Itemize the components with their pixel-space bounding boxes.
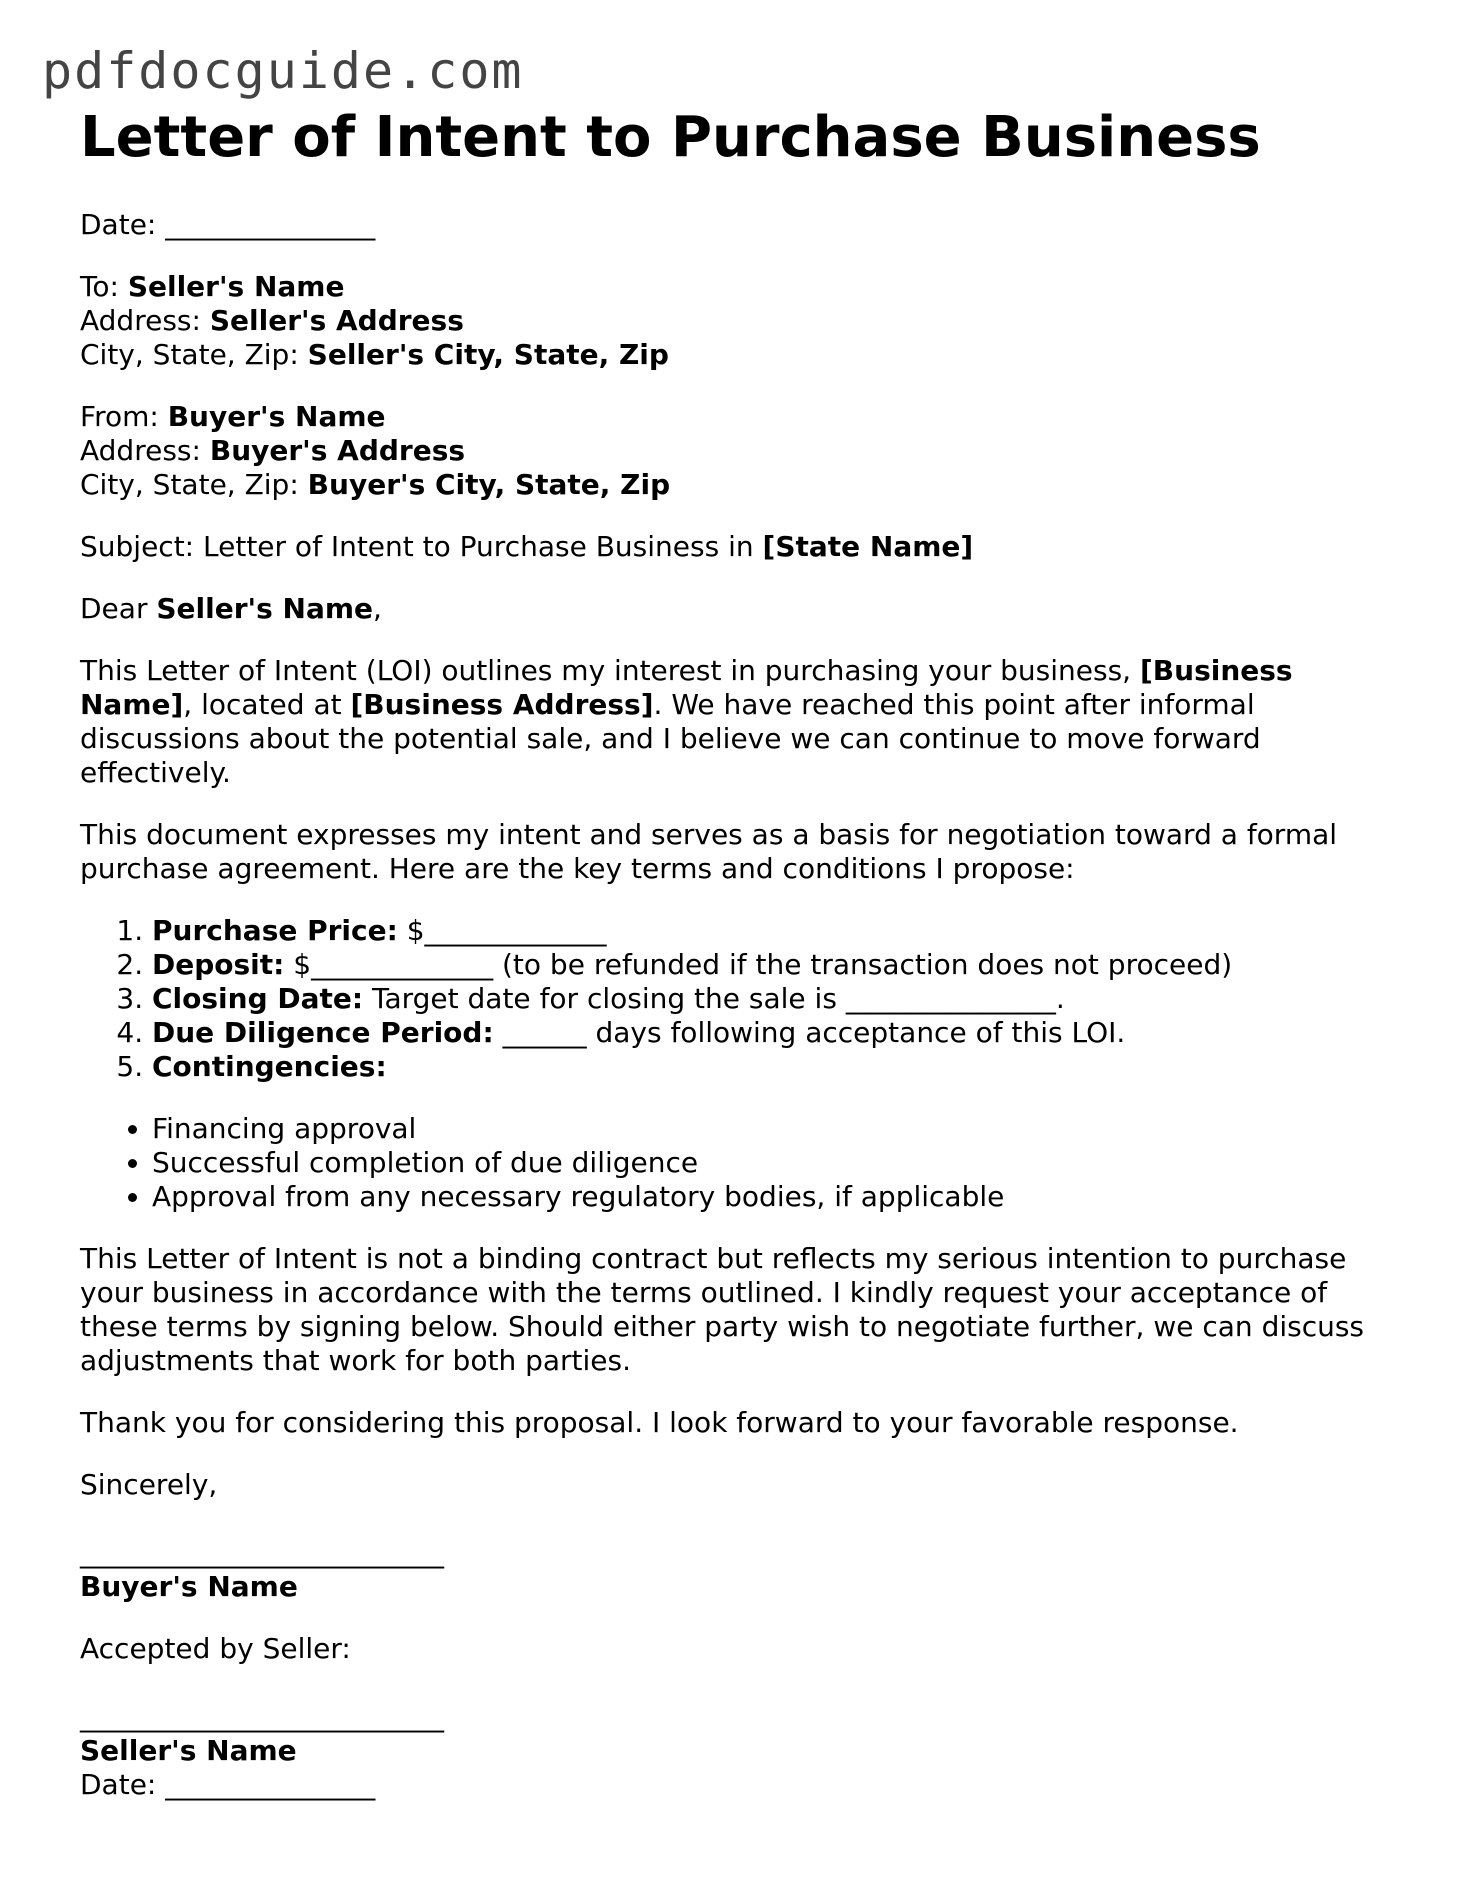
seller-name: Seller's Name: [127, 270, 345, 303]
to-city-line: City, State, Zip: Seller's City, State, Zip: [80, 338, 669, 371]
salutation: Dear Seller's Name,: [80, 592, 382, 625]
terms-list: [80, 914, 1400, 1084]
from-city-line: City, State, Zip: Buyer's City, State, Zip: [80, 468, 671, 501]
business-address: [Business Address]: [350, 688, 654, 721]
list-item: • Financing approval: [152, 1112, 1400, 1146]
contingencies-list: [80, 1112, 1400, 1214]
state-name: [State Name]: [762, 530, 974, 563]
site-watermark: pdfdocguide.com: [42, 42, 524, 100]
closing-text: Sincerely,: [80, 1468, 218, 1501]
term-due-diligence: 4. Due Diligence Period: ______ days following acceptance of this LOI.: [152, 1016, 1400, 1050]
thanks-paragraph: Thank you for considering this proposal. I look forward to your favorable response.: [80, 1406, 1239, 1439]
list-item: • Approval from any necessary regulatory bodies, if applicable: [152, 1180, 1400, 1214]
to-address-line: Address: Seller's Address: [80, 304, 464, 337]
date-line: Date: _______________: [80, 208, 376, 241]
page-title: Letter of Intent to Purchase Business: [80, 105, 1261, 170]
seller-city: Seller's City, State, Zip: [307, 338, 669, 371]
buyer-city: Buyer's City, State, Zip: [307, 468, 671, 501]
date-blank: _______________: [165, 208, 376, 241]
buyer-address: Buyer's Address: [209, 434, 466, 467]
list-item: • Successful completion of due diligence: [152, 1146, 1400, 1180]
term-deposit: 2. Deposit: $_____________ (to be refunded if the transaction does not proceed): [152, 948, 1400, 982]
disclaimer-paragraph: This Letter of Intent is not a binding contract but reflects my serious intention to purchase your business in accordance with the terms outlined. I kindly request your acceptance of these terms by signing below. Should either party wish to negotiate further, we can discuss adjustments that work for both parties.: [80, 1242, 1365, 1377]
sender-block: [80, 400, 1400, 502]
from-line: From: Buyer's Name: [80, 400, 386, 433]
buyer-name: Buyer's Name: [167, 400, 386, 433]
seller-address: Seller's Address: [209, 304, 464, 337]
recipient-block: [80, 270, 1400, 372]
buyer-signature-name: Buyer's Name: [80, 1570, 298, 1603]
business-name: [Business Name]: [80, 654, 1293, 721]
term-contingencies: 5. Contingencies:: [152, 1050, 1400, 1084]
terms-intro-paragraph: This document expresses my intent and serves as a basis for negotiation toward a formal purchase agreement. Here are the key terms and conditions I propose:: [80, 818, 1338, 885]
term-purchase-price: 1. Purchase Price: $_____________: [152, 914, 1400, 948]
seller-date-line: Date: _______________: [80, 1768, 376, 1801]
letter-body: [80, 104, 1400, 1802]
subject-line: Subject: Letter of Intent to Purchase Business in [State Name]: [80, 530, 974, 563]
accepted-label: Accepted by Seller:: [80, 1632, 351, 1665]
seller-signature-line: __________________________: [80, 1700, 444, 1733]
to-line: To: Seller's Name: [80, 270, 345, 303]
from-address-line: Address: Buyer's Address: [80, 434, 466, 467]
buyer-signature-line: __________________________: [80, 1536, 444, 1569]
term-closing-date: 3. Closing Date: Target date for closing the sale is _______________.: [152, 982, 1400, 1016]
intro-paragraph: This Letter of Intent (LOI) outlines my interest in purchasing your business, [Business Name], located at [Business Address]. We have reached this point after informal discussions about the potential sale, and I believe we can continue to move forward effectively.: [80, 654, 1293, 789]
seller-signature-name: Seller's Name: [80, 1734, 297, 1767]
